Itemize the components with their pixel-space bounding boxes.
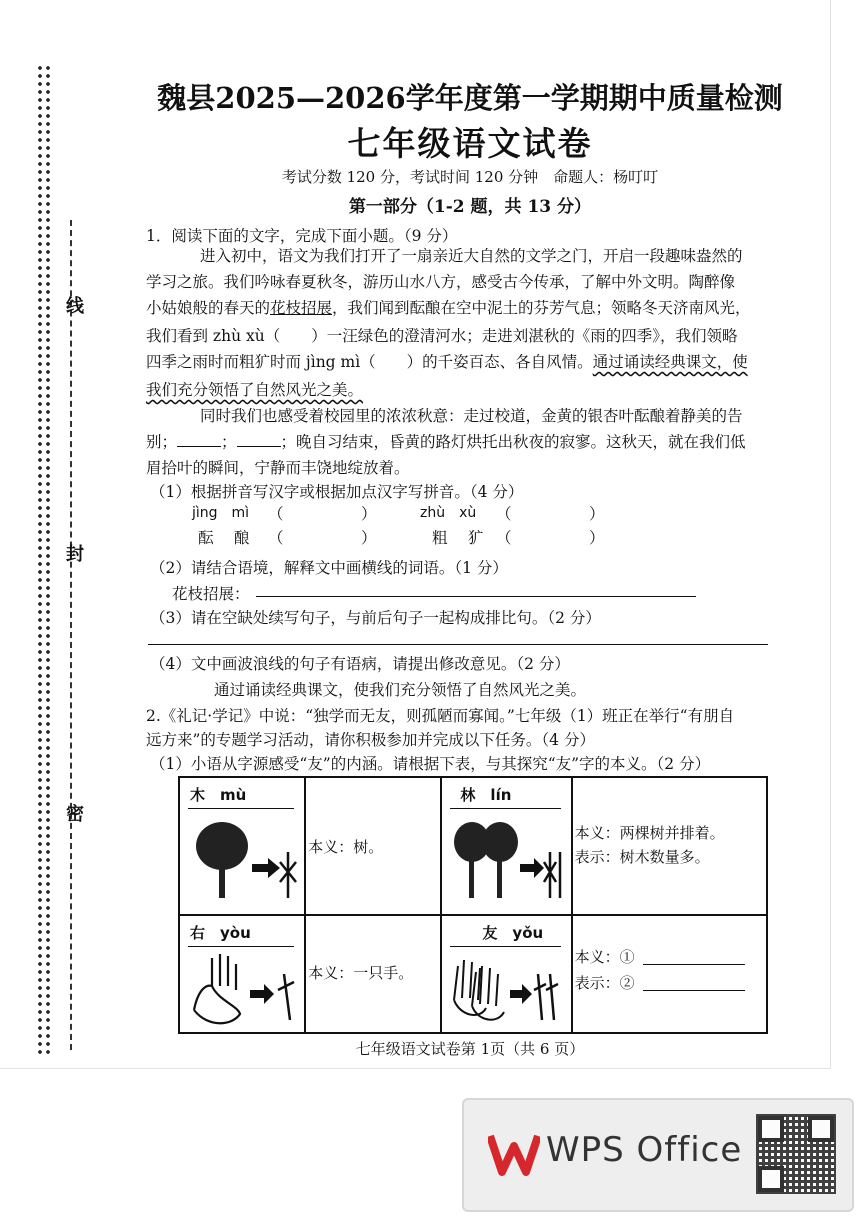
answer-line-2[interactable] — [643, 990, 745, 991]
passage-text: ； — [221, 433, 237, 451]
cell-you-right-meaning — [305, 915, 441, 1033]
q1-passage-line: 眉拾叶的瞬间，宁静而丰饶地绽放着。 — [146, 459, 410, 477]
answer-bracket[interactable]: （ ） — [496, 505, 605, 523]
wavy-sentence: 通过诵读经典课文，使 — [592, 353, 748, 371]
two-hands-icon — [450, 950, 566, 1030]
q1-passage-line — [146, 378, 363, 400]
answer-bracket[interactable]: （ ） — [268, 505, 377, 523]
wavy-sentence: 我们充分领悟了自然风光之美。 — [146, 381, 364, 399]
char-head: 右 yòu — [190, 924, 251, 942]
cell-you-friend-meaning — [572, 915, 767, 1033]
passage-text: 四季之雨时而粗犷时而 jìng mì（ ）的千姿百态、各自风情。 — [146, 353, 593, 371]
cell-you-friend — [441, 915, 571, 1033]
cell-lin — [441, 777, 571, 915]
tree-icon — [188, 812, 298, 908]
part-heading: 第一部分（1-2 题，共 13 分） — [348, 197, 592, 217]
fill-blank-1[interactable] — [177, 432, 221, 447]
character-origin-table — [178, 776, 768, 1034]
q2-stem: 2.《礼记·学记》中说：“独学而无友，则孤陋而寡闻。”七年级（1）班正在举行“有朋自 — [146, 707, 735, 725]
cell-lin-meaning — [572, 777, 767, 915]
char-head: 木 mù — [190, 786, 247, 804]
q1-sub1: （1）根据拼音写汉字或根据加点汉字写拼音。（4 分） — [150, 483, 524, 501]
meaning-text: 本义：树。 — [308, 838, 384, 856]
q1-sub3: （3）请在空缺处续写句子，与前后句子一起构成排比句。（2 分） — [150, 609, 601, 627]
exam-meta: 考试分数 120 分，考试时间 120 分钟 命题人：杨叮叮 — [281, 168, 659, 186]
qr-code-icon — [756, 1114, 836, 1194]
chars-item: 酝 酿 — [198, 529, 250, 547]
two-trees-icon — [450, 812, 566, 908]
meaning-text: 本义：① — [574, 948, 635, 966]
cell-mu — [179, 777, 305, 915]
pinyin-item: jìng mì — [192, 505, 250, 521]
binding-char-xian: 线 — [66, 296, 84, 317]
sub4-quote: 通过诵读经典课文，使我们充分领悟了自然风光之美。 — [214, 681, 587, 699]
q1-passage-line — [146, 350, 748, 372]
binding-char-feng: 封 — [66, 544, 84, 565]
meaning-text: 本义：一只手。 — [308, 964, 414, 982]
cell-mu-meaning — [305, 777, 441, 915]
hand-icon — [188, 950, 298, 1030]
pinyin-item: zhù xù — [420, 505, 477, 521]
passage-text: ，我们闻到酝酿在空中泥土的芬芳气息；领略冬天济南风光， — [332, 299, 751, 317]
answer-line-1[interactable] — [643, 964, 745, 965]
char-head: 友 yǒu — [482, 924, 544, 942]
chars-item: 粗 犷 — [432, 529, 484, 547]
passage-text: 别； — [146, 433, 178, 451]
answer-line[interactable] — [148, 644, 768, 645]
page-footer: 七年级语文试卷第 1页（共 6 页） — [355, 1040, 585, 1058]
binding-dashed-line — [70, 220, 72, 1050]
meaning-text: 表示：② — [574, 974, 635, 992]
q2-stem: 远方来”的专题学习活动，请你积极参加并完成以下任务。（4 分） — [146, 731, 595, 749]
cell-you-right — [179, 915, 305, 1033]
q1-stem: 1．阅读下面的文字，完成下面小题。（9 分） — [146, 227, 458, 245]
passage-text: 小姑娘般的春天的 — [146, 299, 271, 317]
sub2-label: 花枝招展： — [172, 585, 250, 603]
answer-bracket[interactable]: （ ） — [268, 529, 377, 547]
wps-office-banner[interactable] — [462, 1098, 854, 1212]
fill-blank-2[interactable] — [237, 432, 281, 447]
exam-subtitle: 七年级语文试卷 — [347, 124, 593, 163]
answer-bracket[interactable]: （ ） — [496, 529, 605, 547]
wps-logo-icon — [488, 1132, 540, 1176]
q1-passage-line: 学习之旅。我们吟咏春夏秋冬，游历山水八方，感受古今传承，了解中外文明。陶醉像 — [146, 273, 736, 291]
wps-brand-text: WPS Office — [546, 1130, 743, 1170]
q1-passage-line: 同时我们也感受着校园里的浓浓秋意：走过校道，金黄的银杏叶酝酿着静美的告 — [200, 407, 743, 425]
passage-text: ；晚自习结束，昏黄的路灯烘托出秋夜的寂寥。这秋天，就在我们低 — [280, 433, 746, 451]
binding-char-mi: 密 — [66, 804, 84, 825]
q1-passage-line: 我们看到 zhù xù（ ）一汪绿色的澄清河水；走进刘湛秋的《雨的四季》，我们领略 — [146, 327, 738, 345]
q1-passage-line — [146, 296, 751, 318]
answer-line[interactable] — [256, 596, 696, 597]
q1-passage-line: 进入初中，语文为我们打开了一扇亲近大自然的文学之门，开启一段趣味盎然的 — [200, 247, 743, 265]
char-head: 林 lín — [460, 786, 512, 804]
q1-sub4: （4）文中画波浪线的句子有语病，请提出修改意见。（2 分） — [150, 655, 570, 673]
meaning-text: 表示：树木数量多。 — [574, 848, 710, 866]
exam-title: 魏县2025—2026学年度第一学期期中质量检测 — [157, 81, 783, 115]
q1-passage-line — [146, 430, 746, 452]
underlined-word: 花枝招展 — [270, 299, 333, 317]
q1-sub2: （2）请结合语境，解释文中画横线的词语。（1 分） — [150, 559, 508, 577]
meaning-text: 本义：两棵树并排着。 — [574, 824, 725, 842]
q2-sub1: （1）小语从字源感受“友”的内涵。请根据下表，与其探究“友”字的本义。（2 分） — [150, 755, 711, 773]
